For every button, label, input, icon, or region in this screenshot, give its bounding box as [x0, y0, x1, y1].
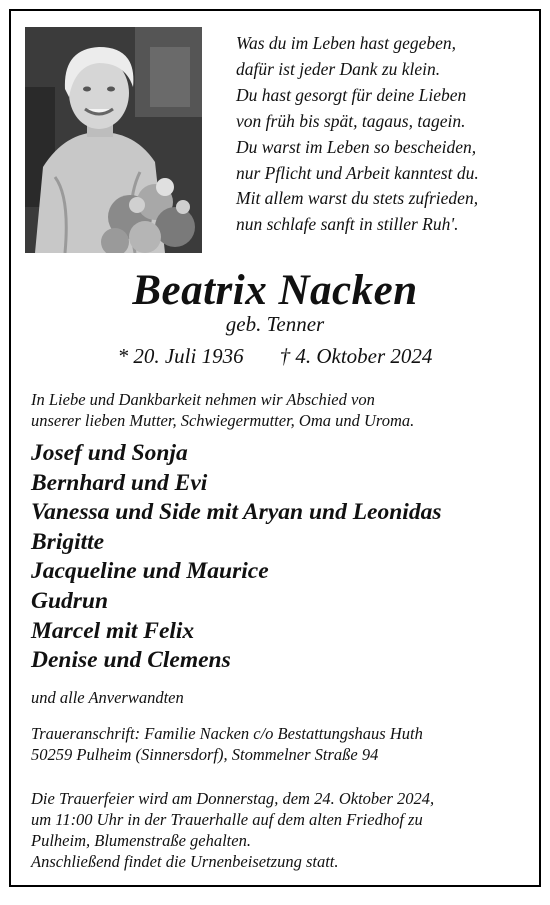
poem-line: dafür ist jeder Dank zu klein. — [236, 58, 441, 79]
address-line: 50259 Pulheim (Sinnersdorf), Stommelner Straße 94 — [31, 745, 379, 764]
ceremony-line: Pulheim, Blumenstraße gehalten. — [31, 831, 251, 850]
poem-line: nur Pflicht und Arbeit kanntest du. — [236, 162, 479, 183]
family-member: Denise und Clemens — [31, 647, 231, 674]
portrait-photo — [25, 27, 202, 253]
family-member: Bernhard und Evi — [31, 469, 208, 496]
obituary-notice — [9, 9, 541, 887]
poem-line: Was du im Leben hast gegeben, — [236, 33, 457, 53]
address-line: Traueranschrift: Familie Nacken c/o Bestattungshaus Huth — [31, 724, 423, 743]
family-member: Marcel mit Felix — [31, 617, 195, 644]
deceased-name: Beatrix Nacken — [132, 267, 418, 314]
poem-line: Du hast gesorgt für deine Lieben — [236, 84, 467, 105]
ceremony-line: Anschließend findet die Urnenbeisetzung statt. — [31, 852, 339, 871]
farewell-line: In Liebe und Dankbarkeit nehmen wir Abschied von — [31, 390, 375, 409]
family-member: Brigitte — [31, 528, 105, 555]
mourning-address — [31, 723, 423, 765]
poem-line: Du warst im Leben so bescheiden, — [236, 136, 477, 157]
family-member: Jacqueline und Maurice — [31, 558, 269, 585]
poem-line: von früh bis spät, tagaus, tagein. — [236, 110, 466, 131]
farewell-line: unserer lieben Mutter, Schwiegermutter, Oma und Uroma. — [31, 411, 415, 430]
family-list — [31, 439, 441, 676]
farewell-text — [31, 389, 414, 431]
family-member: Gudrun — [31, 587, 109, 614]
maiden-name: geb. Tenner — [225, 312, 325, 336]
family-member: Josef und Sonja — [31, 440, 188, 466]
life-dates — [11, 342, 539, 370]
poem-line: Mit allem warst du stets zufrieden, — [236, 188, 479, 209]
birth-date: * 20. Juli 1936 — [117, 344, 244, 368]
ceremony-info — [31, 788, 434, 872]
ceremony-line: um 11:00 Uhr in der Trauerhalle auf dem alten Friedhof zu — [31, 810, 423, 829]
ceremony-line: Die Trauerfeier wird am Donnerstag, dem 24. Oktober 2024, — [31, 789, 435, 808]
poem — [236, 31, 479, 238]
relatives-line: und alle Anverwandten — [31, 688, 184, 707]
poem-line: nun schlafe sanft in stiller Ruh'. — [236, 214, 459, 235]
family-member: Vanessa und Side mit Aryan und Leonidas — [31, 499, 442, 526]
death-date: † 4. Oktober 2024 — [279, 344, 433, 368]
